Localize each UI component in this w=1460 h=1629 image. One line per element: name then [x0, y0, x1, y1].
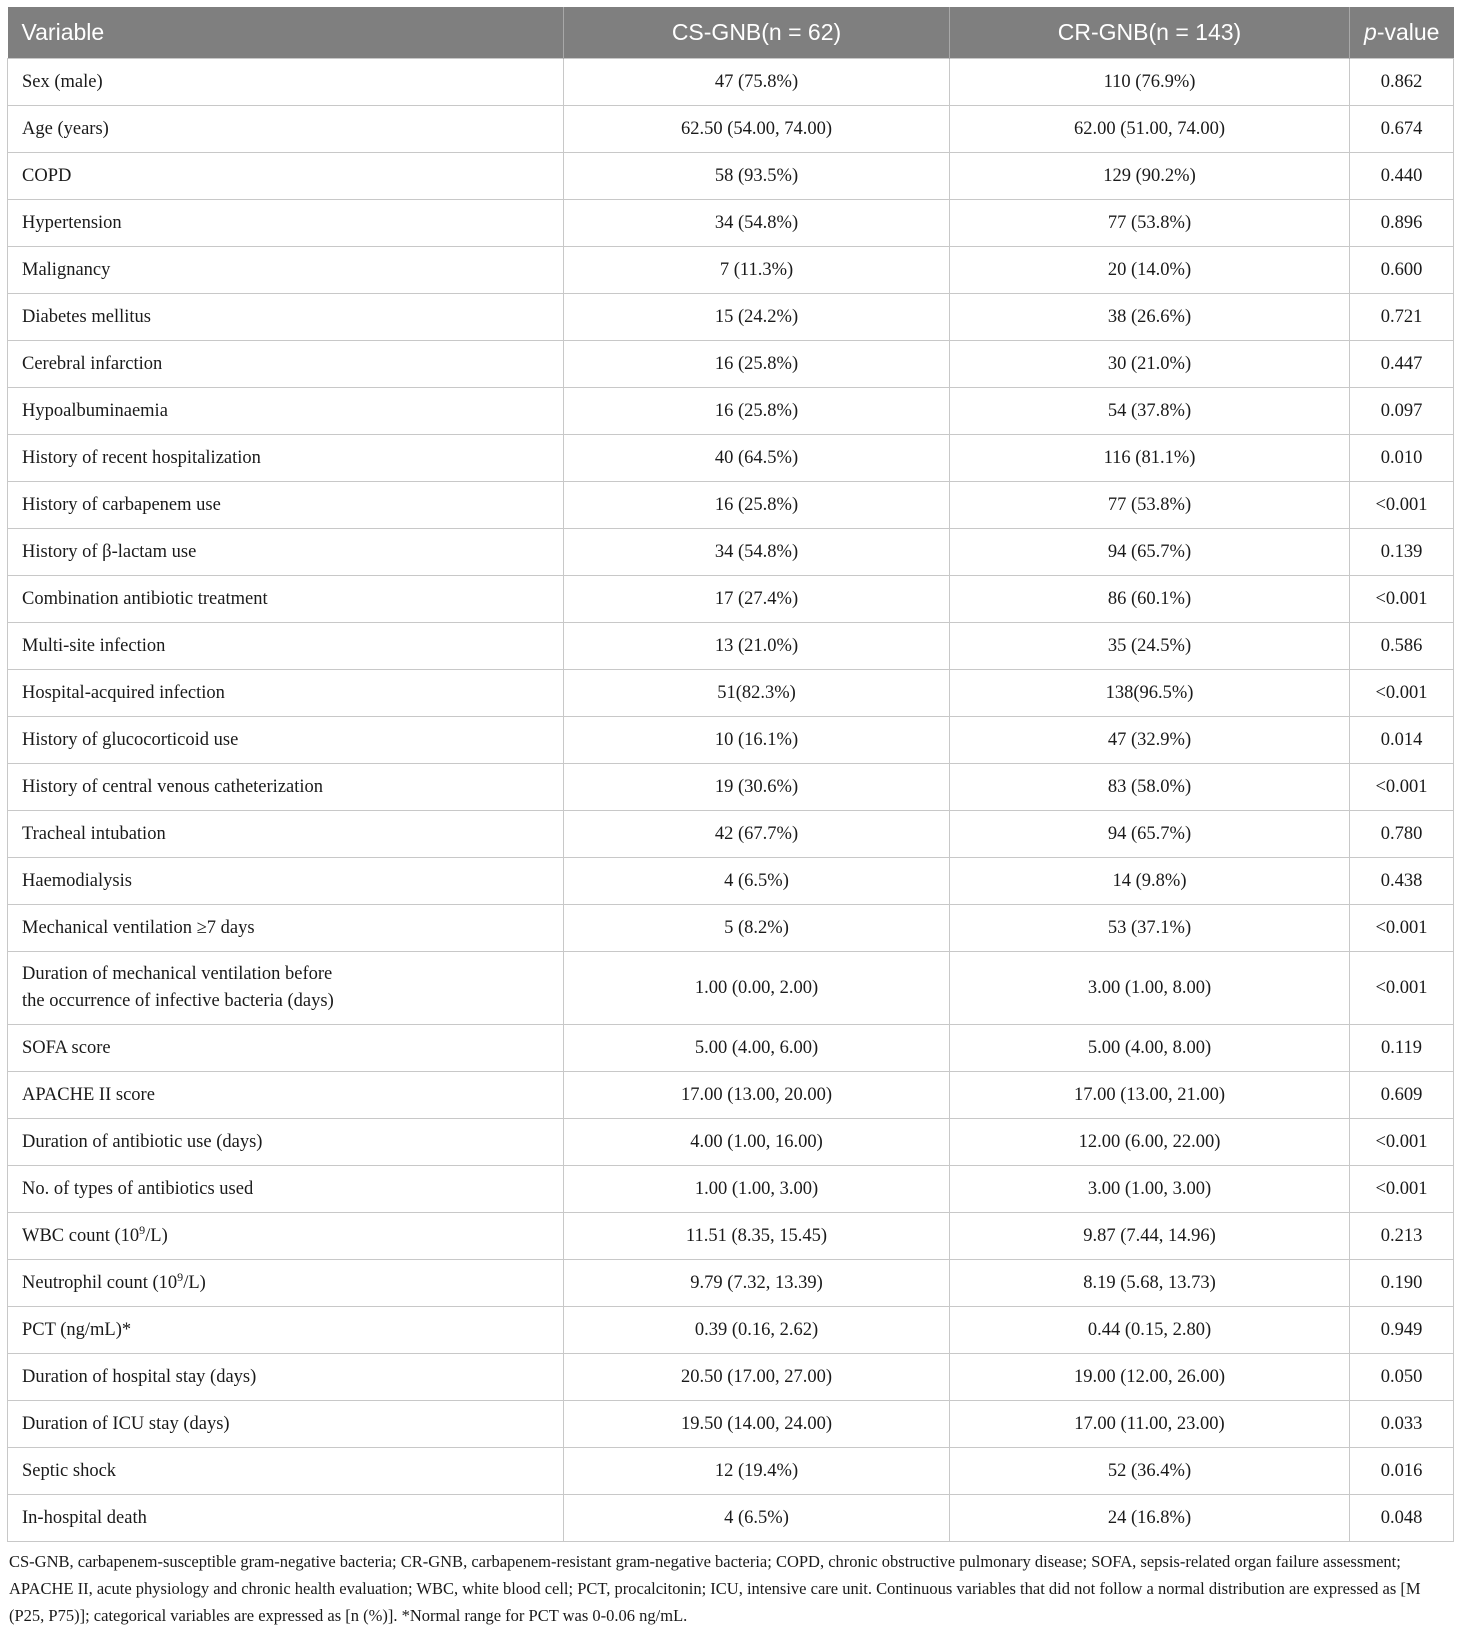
row-cr-value: 35 (24.5%) [950, 623, 1350, 670]
row-cr-value: 116 (81.1%) [950, 435, 1350, 482]
table-row [8, 1166, 1454, 1213]
row-variable: SOFA score [8, 1025, 564, 1072]
row-p-value: 0.586 [1350, 623, 1454, 670]
row-cr-value: 52 (36.4%) [950, 1448, 1350, 1495]
table-row [8, 1354, 1454, 1401]
table-row [8, 764, 1454, 811]
table-row [8, 247, 1454, 294]
row-cs-value: 47 (75.8%) [564, 59, 950, 106]
row-p-value: 0.048 [1350, 1495, 1454, 1542]
row-variable-line1: Duration of mechanical ventilation before [22, 964, 333, 984]
row-cs-value: 19.50 (14.00, 24.00) [564, 1401, 950, 1448]
row-p-value: 0.609 [1350, 1072, 1454, 1119]
row-p-value: 0.780 [1350, 811, 1454, 858]
row-p-value: <0.001 [1350, 1119, 1454, 1166]
table-row [8, 59, 1454, 106]
row-variable-pre: WBC count (10 [22, 1225, 140, 1246]
row-cs-value: 17.00 (13.00, 20.00) [564, 1072, 950, 1119]
row-cs-value: 5.00 (4.00, 6.00) [564, 1025, 950, 1072]
row-cr-value: 62.00 (51.00, 74.00) [950, 106, 1350, 153]
row-p-value: 0.447 [1350, 341, 1454, 388]
row-cs-value: 12 (19.4%) [564, 1448, 950, 1495]
row-p-value: 0.438 [1350, 858, 1454, 905]
row-variable: APACHE II score [8, 1072, 564, 1119]
row-variable-sup: 9 [139, 1222, 146, 1237]
table-header [8, 7, 1454, 59]
row-variable: Hospital-acquired infection [8, 670, 564, 717]
row-cs-value: 34 (54.8%) [564, 200, 950, 247]
row-variable: History of recent hospitalization [8, 435, 564, 482]
row-cr-value: 86 (60.1%) [950, 576, 1350, 623]
row-cs-value: 16 (25.8%) [564, 388, 950, 435]
row-variable: Diabetes mellitus [8, 294, 564, 341]
row-p-value: 0.440 [1350, 153, 1454, 200]
row-cs-value: 5 (8.2%) [564, 905, 950, 952]
row-cs-value: 16 (25.8%) [564, 482, 950, 529]
row-cs-value: 17 (27.4%) [564, 576, 950, 623]
row-variable: Age (years) [8, 106, 564, 153]
table-body [8, 59, 1454, 1542]
row-p-value: 0.119 [1350, 1025, 1454, 1072]
row-variable: History of central venous catheterization [8, 764, 564, 811]
row-variable: History of carbapenem use [8, 482, 564, 529]
table-row [8, 623, 1454, 670]
row-cs-value: 15 (24.2%) [564, 294, 950, 341]
table-row [8, 153, 1454, 200]
header-p-value [1350, 7, 1454, 59]
characteristics-table [7, 7, 1454, 1542]
table-row [8, 200, 1454, 247]
row-cs-value: 40 (64.5%) [564, 435, 950, 482]
table-row [8, 388, 1454, 435]
row-cs-value: 9.79 (7.32, 13.39) [564, 1260, 950, 1307]
row-variable: Hypoalbuminaemia [8, 388, 564, 435]
table-row [8, 341, 1454, 388]
row-cr-value: 3.00 (1.00, 3.00) [950, 1166, 1350, 1213]
row-variable: History of glucocorticoid use [8, 717, 564, 764]
header-cr-gnb: CR-GNB(n = 143) [950, 7, 1350, 59]
row-cr-value: 17.00 (13.00, 21.00) [950, 1072, 1350, 1119]
row-cr-value: 94 (65.7%) [950, 811, 1350, 858]
table-row [8, 106, 1454, 153]
row-variable: Tracheal intubation [8, 811, 564, 858]
row-cs-value: 4 (6.5%) [564, 1495, 950, 1542]
row-variable: Duration of antibiotic use (days) [8, 1119, 564, 1166]
row-variable: Hypertension [8, 200, 564, 247]
table-row [8, 529, 1454, 576]
row-p-value: 0.033 [1350, 1401, 1454, 1448]
row-variable-line2: the occurrence of infective bacteria (days) [22, 991, 334, 1011]
row-p-value: 0.097 [1350, 388, 1454, 435]
row-p-value: 0.190 [1350, 1260, 1454, 1307]
row-cs-value: 13 (21.0%) [564, 623, 950, 670]
row-cs-value: 10 (16.1%) [564, 717, 950, 764]
row-p-value: 0.050 [1350, 1354, 1454, 1401]
table-row [8, 952, 1454, 1025]
row-variable: No. of types of antibiotics used [8, 1166, 564, 1213]
row-cs-value: 16 (25.8%) [564, 341, 950, 388]
row-cr-value: 30 (21.0%) [950, 341, 1350, 388]
row-cs-value: 11.51 (8.35, 15.45) [564, 1213, 950, 1260]
row-cr-value: 8.19 (5.68, 13.73) [950, 1260, 1350, 1307]
row-variable: History of β-lactam use [8, 529, 564, 576]
header-p-rest: -value [1376, 19, 1440, 45]
row-p-value: 0.896 [1350, 200, 1454, 247]
row-variable [8, 952, 564, 1025]
header-variable: Variable [8, 7, 564, 59]
row-cr-value: 77 (53.8%) [950, 482, 1350, 529]
row-variable: Cerebral infarction [8, 341, 564, 388]
row-variable [8, 1213, 564, 1260]
row-cr-value: 138(96.5%) [950, 670, 1350, 717]
row-variable: Duration of ICU stay (days) [8, 1401, 564, 1448]
row-cs-value: 4.00 (1.00, 16.00) [564, 1119, 950, 1166]
row-p-value: <0.001 [1350, 764, 1454, 811]
row-p-value: 0.213 [1350, 1213, 1454, 1260]
row-variable: Haemodialysis [8, 858, 564, 905]
row-variable-post: /L) [145, 1225, 168, 1246]
table-row [8, 1025, 1454, 1072]
row-variable: Septic shock [8, 1448, 564, 1495]
row-variable: COPD [8, 153, 564, 200]
row-cs-value: 0.39 (0.16, 2.62) [564, 1307, 950, 1354]
row-p-value: 0.600 [1350, 247, 1454, 294]
table-footnote: CS-GNB, carbapenem-susceptible gram-negative bacteria; CR-GNB, carbapenem-resistant gram-negative bacteria; COPD, chronic obstructive pulmonary disease; SOFA, sepsis-related organ failure assessment; APACHE II, acute physiology and chronic health evaluation; WBC, white blood cell; PCT, procalcitonin; ICU, intensive care unit. Continuous variables that did not follow a normal distribution are expressed as [M (P25, P75)]; categorical variables are expressed as [n (%)]. *Normal range for PCT was 0-0.06 ng/mL. [9, 1552, 1421, 1625]
row-cr-value: 129 (90.2%) [950, 153, 1350, 200]
row-cr-value: 12.00 (6.00, 22.00) [950, 1119, 1350, 1166]
row-variable: Combination antibiotic treatment [8, 576, 564, 623]
row-cr-value: 47 (32.9%) [950, 717, 1350, 764]
row-variable: Mechanical ventilation ≥7 days [8, 905, 564, 952]
table-row [8, 905, 1454, 952]
row-cr-value: 3.00 (1.00, 8.00) [950, 952, 1350, 1025]
table-row [8, 858, 1454, 905]
table-row [8, 1260, 1454, 1307]
row-variable [8, 1260, 564, 1307]
row-variable: Multi-site infection [8, 623, 564, 670]
row-cr-value: 77 (53.8%) [950, 200, 1350, 247]
row-cs-value: 19 (30.6%) [564, 764, 950, 811]
table-row [8, 435, 1454, 482]
row-variable-post: /L) [183, 1272, 206, 1293]
row-cr-value: 83 (58.0%) [950, 764, 1350, 811]
row-cs-value: 1.00 (0.00, 2.00) [564, 952, 950, 1025]
table-row [8, 1119, 1454, 1166]
row-variable-pre: Neutrophil count (10 [22, 1272, 178, 1293]
row-cs-value: 4 (6.5%) [564, 858, 950, 905]
row-p-value: 0.674 [1350, 106, 1454, 153]
row-cr-value: 0.44 (0.15, 2.80) [950, 1307, 1350, 1354]
row-variable-sup: 9 [177, 1269, 184, 1284]
table-row [8, 1213, 1454, 1260]
row-cr-value: 20 (14.0%) [950, 247, 1350, 294]
header-cs-gnb: CS-GNB(n = 62) [564, 7, 950, 59]
table-row [8, 670, 1454, 717]
row-cr-value: 94 (65.7%) [950, 529, 1350, 576]
row-cr-value: 53 (37.1%) [950, 905, 1350, 952]
row-cr-value: 19.00 (12.00, 26.00) [950, 1354, 1350, 1401]
row-p-value: <0.001 [1350, 482, 1454, 529]
row-p-value: <0.001 [1350, 905, 1454, 952]
row-cr-value: 9.87 (7.44, 14.96) [950, 1213, 1350, 1260]
row-p-value: 0.139 [1350, 529, 1454, 576]
table-row [8, 1401, 1454, 1448]
header-row [8, 7, 1454, 59]
row-p-value: 0.949 [1350, 1307, 1454, 1354]
row-cr-value: 38 (26.6%) [950, 294, 1350, 341]
row-cs-value: 1.00 (1.00, 3.00) [564, 1166, 950, 1213]
table-row [8, 811, 1454, 858]
row-p-value: 0.721 [1350, 294, 1454, 341]
row-variable: Sex (male) [8, 59, 564, 106]
row-cr-value: 5.00 (4.00, 8.00) [950, 1025, 1350, 1072]
row-cs-value: 34 (54.8%) [564, 529, 950, 576]
row-variable: In-hospital death [8, 1495, 564, 1542]
table-row [8, 576, 1454, 623]
row-cr-value: 54 (37.8%) [950, 388, 1350, 435]
table-container [7, 7, 1453, 1629]
row-cr-value: 110 (76.9%) [950, 59, 1350, 106]
row-cr-value: 14 (9.8%) [950, 858, 1350, 905]
row-p-value: <0.001 [1350, 1166, 1454, 1213]
table-row [8, 482, 1454, 529]
table-row [8, 1072, 1454, 1119]
row-cr-value: 17.00 (11.00, 23.00) [950, 1401, 1350, 1448]
row-p-value: 0.016 [1350, 1448, 1454, 1495]
row-p-value: 0.010 [1350, 435, 1454, 482]
table-row [8, 1495, 1454, 1542]
row-cs-value: 20.50 (17.00, 27.00) [564, 1354, 950, 1401]
row-cs-value: 7 (11.3%) [564, 247, 950, 294]
row-p-value: 0.862 [1350, 59, 1454, 106]
row-cs-value: 51(82.3%) [564, 670, 950, 717]
row-p-value: <0.001 [1350, 576, 1454, 623]
header-p-italic: p [1364, 19, 1377, 45]
row-cs-value: 42 (67.7%) [564, 811, 950, 858]
row-variable: PCT (ng/mL)* [8, 1307, 564, 1354]
table-row [8, 1448, 1454, 1495]
row-variable: Malignancy [8, 247, 564, 294]
row-p-value: <0.001 [1350, 952, 1454, 1025]
row-cs-value: 62.50 (54.00, 74.00) [564, 106, 950, 153]
row-cr-value: 24 (16.8%) [950, 1495, 1350, 1542]
row-cs-value: 58 (93.5%) [564, 153, 950, 200]
row-p-value: <0.001 [1350, 670, 1454, 717]
table-row [8, 294, 1454, 341]
row-p-value: 0.014 [1350, 717, 1454, 764]
row-variable: Duration of hospital stay (days) [8, 1354, 564, 1401]
table-row [8, 1307, 1454, 1354]
table-row [8, 717, 1454, 764]
